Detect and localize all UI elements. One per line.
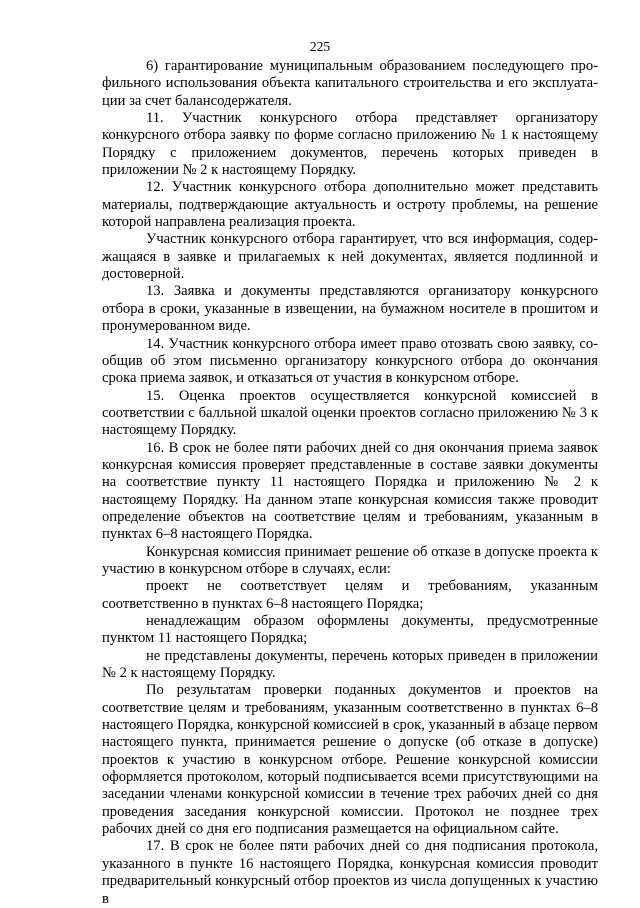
paragraph-refusal-case-1: проект не соответствует целям и требованиям, указанным соответственно в пунктах 6–8 настоящего Порядка; <box>102 578 598 612</box>
paragraph-verification-results: По результатам проверки поданных документов и проектов на соответствие целям и требованиям, указанным соответственно в пунктах 6–8 настоящего Порядка, конкурсной комиссией в срок, указанный в абзаце первом настоящего пункта, принимается решение о допуске (об отказе в допуске) проектов к участию в конкурсном отборе. Решение конкурсной комиссии оформляется протоколом, который подписывается всеми присутствующими на заседании членами конкурсной комиссии в течение трех рабочих дней со дня проведения заседания конкурсной комиссии. Протокол не позднее трех рабочих дней со дня его подписания размещается на официальном сайте. <box>102 682 598 838</box>
document-body <box>102 58 598 908</box>
page-number: 225 <box>309 39 331 54</box>
paragraph-item-6: 6) гарантирование муниципальным образованием последующего профильного использования объекта капитального строительства и его эксплуатации за счет балансодержателя. <box>102 58 598 109</box>
paragraph-point-11: 11. Участник конкурсного отбора представляет организатору конкурсного отбора заявку по форме согласно приложению № 1 к настоящему Порядку с приложением документов, перечень которых приведен в приложении № 2 к настоящему Порядку. <box>102 110 598 179</box>
paragraph-point-13: 13. Заявка и документы представляются организатору конкурсного отбора в сроки, указанные в извещении, на бумажном носителе в прошитом и пронумерованном виде. <box>102 283 598 335</box>
paragraph-guarantee: Участник конкурсного отбора гарантирует, что вся информация, содержащаяся в заявке и прилагаемых к ней документах, является подлинной и достоверной. <box>102 231 598 283</box>
paragraph-refusal-case-3: не представлены документы, перечень которых приведен в приложении № 2 к настоящему Порядку. <box>102 647 598 682</box>
paragraph-point-15: 15. Оценка проектов осуществляется конкурсной комиссией в соответствии с балльной шкалой оценки проектов согласно приложению № 3 к настоящему Порядку. <box>102 387 598 439</box>
paragraph-point-17: 17. В срок не более пяти рабочих дней со дня подписания протокола, указанного в пункте 16 настоящего Порядка, конкурсная комиссия проводит предварительный конкурсный отбор проектов из числа допущенных к участию в <box>102 838 598 907</box>
paragraph-refusal-case-2: ненадлежащим образом оформлены документы, предусмотренные пунктом 11 настоящего Порядка; <box>102 613 598 647</box>
paragraph-refusal-intro: Конкурсная комиссия принимает решение об отказе в допуске проекта к участию в конкурсном отборе в случаях, если: <box>102 543 598 577</box>
paragraph-point-12: 12. Участник конкурсного отбора дополнительно может представить материалы, подтверждающие актуальность и остроту проблемы, на решение которой направлена реализация проекта. <box>102 179 598 231</box>
paragraph-point-14: 14. Участник конкурсного отбора имеет право отозвать свою заявку, сообщив об этом письменно организатору конкурсного отбора до окончания срока приема заявок, и отказаться от участия в конкурсном отборе. <box>102 335 598 387</box>
paragraph-point-16: 16. В срок не более пяти рабочих дней со дня окончания приема заявок конкурсная комиссия проверяет представленные в составе заявки документы на соответствие пункту 11 настоящего Порядка и приложению № 2 к настоящему Порядку. На данном этапе конкурсная комиссия также проводит определение объектов на соответствие целям и требованиям, указанным в пунктах 6–8 настоящего Порядка. <box>102 439 598 543</box>
